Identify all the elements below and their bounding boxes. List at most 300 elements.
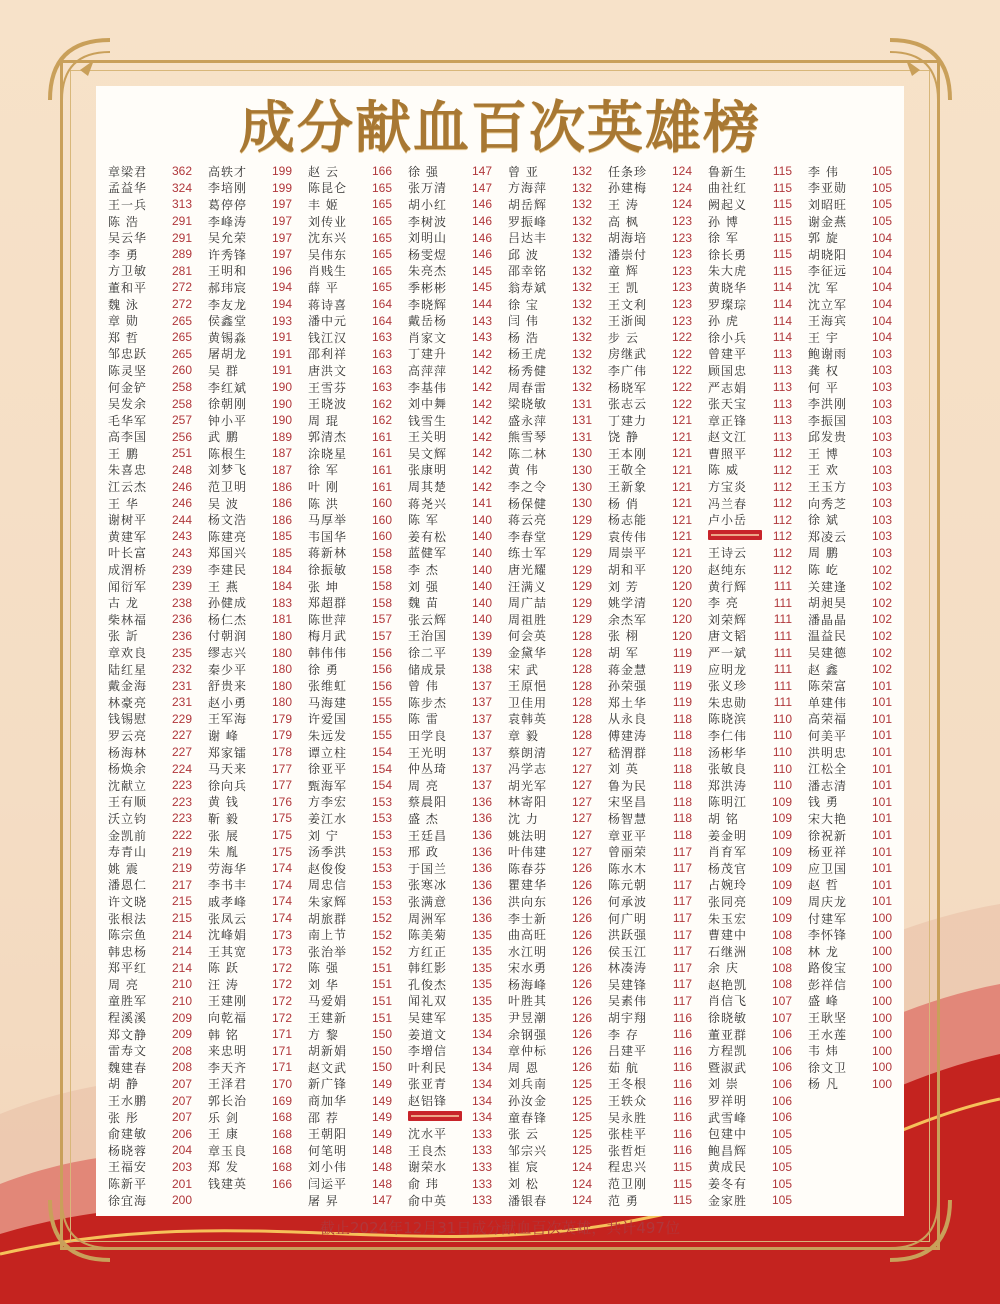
donor-row [708, 727, 798, 744]
donation-count: 132 [571, 346, 592, 361]
donation-count: 150 [371, 1060, 392, 1075]
donor-name: 蒋尧兴 [408, 496, 448, 511]
donor-row [308, 379, 398, 396]
donor-row [308, 1059, 398, 1076]
donor-name: 马海建 [308, 695, 348, 710]
donation-count: 115 [772, 197, 792, 212]
donor-name: 孙汝金 [508, 1094, 548, 1109]
donor-row [208, 1109, 298, 1126]
donor-row [508, 694, 598, 711]
donor-row [508, 843, 598, 860]
donor-row [308, 196, 398, 213]
donation-count: 168 [271, 1159, 292, 1174]
donor-row [108, 744, 198, 761]
donor-name: 方宝炎 [708, 480, 748, 495]
donor-row [308, 1092, 398, 1109]
donor-row [808, 1009, 898, 1026]
donor-row [508, 213, 598, 230]
donation-count: 132 [571, 363, 592, 378]
donation-count: 194 [271, 280, 292, 295]
donor-row [608, 893, 698, 910]
donation-count: 163 [371, 330, 392, 345]
donor-row [708, 827, 798, 844]
donor-name: 孙 博 [708, 214, 739, 229]
donor-row [108, 246, 198, 263]
donor-row [208, 429, 298, 446]
donation-count: 100 [871, 927, 892, 942]
donation-count: 158 [371, 579, 392, 594]
donor-row [108, 180, 198, 197]
donor-column [808, 163, 898, 1213]
donor-name: 李广伟 [608, 363, 648, 378]
donation-count: 132 [571, 230, 592, 245]
donation-count: 109 [771, 877, 792, 892]
donation-count: 124 [671, 164, 692, 179]
donor-row [608, 263, 698, 280]
donor-name: 卫佳用 [508, 695, 548, 710]
donor-name: 邢 政 [408, 845, 439, 860]
donor-name: 罗祥明 [708, 1094, 748, 1109]
donor-row [708, 561, 798, 578]
donation-count: 158 [371, 562, 392, 577]
donor-row [808, 495, 898, 512]
donor-name: 陈 强 [308, 961, 339, 976]
donor-row [608, 827, 698, 844]
donation-count: 214 [171, 944, 192, 959]
donation-count: 152 [371, 911, 392, 926]
donor-name: 缪志兴 [208, 646, 248, 661]
donor-row [608, 545, 698, 562]
donor-row [608, 943, 698, 960]
donor-row [808, 246, 898, 263]
donor-name: 蓝健军 [408, 546, 448, 561]
donation-count: 137 [471, 778, 492, 793]
donor-name: 周崇平 [608, 546, 648, 561]
donor-name: 郑 哲 [108, 330, 139, 345]
donation-count: 151 [371, 960, 392, 975]
donor-row [708, 362, 798, 379]
donor-name: 王 宇 [808, 330, 839, 345]
donor-name: 南上节 [308, 928, 348, 943]
donor-name: 王耿坚 [808, 1011, 848, 1026]
donor-name: 梁晓敏 [508, 397, 548, 412]
donation-count: 135 [471, 993, 492, 1008]
donor-name: 李书丰 [208, 878, 248, 893]
donor-row [508, 1175, 598, 1192]
donation-count: 113 [772, 429, 792, 444]
donor-name: 周洲军 [408, 911, 448, 926]
donation-count: 102 [871, 628, 892, 643]
donation-count: 124 [671, 197, 692, 212]
donor-row [408, 196, 498, 213]
donation-count: 127 [571, 828, 592, 843]
donor-row [708, 346, 798, 363]
donation-count: 265 [171, 346, 192, 361]
donor-name: 王浙闽 [608, 314, 648, 329]
donor-row [408, 860, 498, 877]
donor-row [108, 1042, 198, 1059]
donor-name: 周祖胜 [508, 612, 548, 627]
donor-name: 杨志能 [608, 513, 648, 528]
donor-row [808, 810, 898, 827]
donor-name: 曲社红 [708, 181, 748, 196]
donor-row [808, 478, 898, 495]
donor-name: 李友龙 [208, 297, 248, 312]
donor-row [608, 495, 698, 512]
donation-count: 128 [571, 628, 592, 643]
donation-count: 209 [171, 1010, 192, 1025]
donation-count: 145 [471, 263, 492, 278]
donor-row [808, 163, 898, 180]
donor-name: 魏 苗 [408, 596, 439, 611]
donor-name: 胡光军 [508, 778, 548, 793]
donation-count: 122 [671, 396, 692, 411]
donor-row [308, 744, 398, 761]
donor-row [508, 677, 598, 694]
donor-name: 林 龙 [808, 944, 839, 959]
donor-row [408, 246, 498, 263]
donor-name: 叶 刚 [308, 480, 339, 495]
donor-row [508, 180, 598, 197]
donor-name: 侯鑫堂 [208, 314, 248, 329]
donation-count: 122 [671, 346, 692, 361]
donor-row [708, 661, 798, 678]
donor-name: 钱江汉 [308, 330, 348, 345]
donor-name: 潘志清 [808, 778, 848, 793]
donor-name: 王原悒 [508, 679, 548, 694]
donation-count: 128 [571, 678, 592, 693]
donor-name: 熊雪琴 [508, 430, 548, 445]
donor-row [208, 312, 298, 329]
donation-count: 118 [672, 728, 692, 743]
donor-row [808, 279, 898, 296]
donor-row [608, 412, 698, 429]
donation-count: 114 [772, 313, 792, 328]
donation-count: 153 [371, 844, 392, 859]
donor-name: 赵 云 [308, 164, 339, 179]
donor-row [308, 943, 398, 960]
donation-count: 116 [672, 1027, 692, 1042]
donor-row [308, 445, 398, 462]
donation-count: 126 [571, 1060, 592, 1075]
donation-count: 117 [672, 927, 692, 942]
donation-count: 194 [271, 297, 292, 312]
donor-row [208, 926, 298, 943]
donation-count: 166 [371, 164, 392, 179]
donation-count: 108 [771, 977, 792, 992]
donor-row [608, 1125, 698, 1142]
donor-row [708, 777, 798, 794]
donor-name: 陈 雷 [408, 712, 439, 727]
donor-name: 刘明山 [408, 231, 448, 246]
donor-name: 王有顺 [108, 795, 148, 810]
donation-count: 115 [772, 214, 792, 229]
donation-count: 197 [271, 230, 292, 245]
donor-row [608, 843, 698, 860]
donation-count: 102 [871, 595, 892, 610]
donation-count: 145 [471, 280, 492, 295]
donation-count: 137 [471, 761, 492, 776]
donation-count: 121 [671, 413, 692, 428]
donor-name: 王光明 [408, 745, 448, 760]
donation-count: 129 [571, 512, 592, 527]
donation-count: 142 [471, 363, 492, 378]
donor-row [408, 976, 498, 993]
donor-name: 王海宾 [808, 314, 848, 329]
donor-name: 张哲炬 [608, 1143, 648, 1158]
donor-name: 杨焕余 [108, 762, 148, 777]
donor-row [208, 379, 298, 396]
donor-row [408, 478, 498, 495]
donor-name: 肖育军 [708, 845, 748, 860]
donor-name: 肖信飞 [708, 994, 748, 1009]
donor-row [808, 760, 898, 777]
donor-row [108, 993, 198, 1010]
donation-count: 134 [471, 1076, 492, 1091]
donation-count: 137 [471, 745, 492, 760]
donation-count: 272 [171, 280, 192, 295]
donor-row [108, 893, 198, 910]
donation-count: 161 [371, 479, 392, 494]
donation-count: 109 [771, 911, 792, 926]
donation-count: 291 [171, 214, 192, 229]
donor-row [708, 794, 798, 811]
donation-count: 123 [671, 263, 692, 278]
donation-count: 193 [271, 313, 292, 328]
donation-count: 103 [871, 545, 892, 560]
donation-count: 135 [471, 977, 492, 992]
donor-name: 李培刚 [208, 181, 248, 196]
donor-name: 王泽君 [208, 1077, 248, 1092]
donor-row [508, 1109, 598, 1126]
donor-name: 魏建春 [108, 1060, 148, 1075]
donation-count: 116 [672, 1126, 692, 1141]
donor-row [808, 1076, 898, 1093]
donor-row [308, 594, 398, 611]
donor-name: 武 鹏 [208, 430, 239, 445]
donation-count: 101 [871, 695, 892, 710]
donor-name: 闫 伟 [508, 314, 539, 329]
donor-row [308, 429, 398, 446]
donation-count: 132 [571, 247, 592, 262]
donation-count: 142 [471, 380, 492, 395]
donor-row [808, 395, 898, 412]
donation-count: 112 [772, 462, 792, 477]
donor-name: 马爱娟 [308, 994, 348, 1009]
donor-name: 戴金海 [108, 679, 148, 694]
donor-row [508, 1142, 598, 1159]
donor-name: 刘昭旺 [808, 197, 848, 212]
donor-name: 高轶才 [208, 164, 248, 179]
donor-name: 王一兵 [108, 197, 148, 212]
donor-row [208, 960, 298, 977]
donor-name: 付建军 [808, 911, 848, 926]
donor-name: 闫运平 [308, 1177, 348, 1192]
donation-count: 116 [672, 1060, 692, 1075]
donor-name: 王关明 [408, 430, 448, 445]
donation-count: 219 [171, 844, 192, 859]
donation-count: 102 [871, 562, 892, 577]
donation-count: 207 [171, 1110, 192, 1125]
donor-name: 蒋金慧 [608, 662, 648, 677]
donation-count: 100 [871, 1027, 892, 1042]
donation-count: 121 [671, 545, 692, 560]
donation-count: 236 [171, 628, 192, 643]
donation-count: 161 [371, 429, 392, 444]
donor-name: 刘 华 [308, 977, 339, 992]
donation-count: 175 [271, 811, 292, 826]
donor-row [108, 196, 198, 213]
donor-row [208, 993, 298, 1010]
donor-row [408, 561, 498, 578]
donation-count: 107 [771, 993, 792, 1008]
donor-row [608, 677, 698, 694]
donor-name: 姜金明 [708, 828, 748, 843]
donation-count: 161 [371, 446, 392, 461]
donation-count: 152 [371, 944, 392, 959]
donor-name: 朱玉宏 [708, 911, 748, 926]
donor-name: 王 燕 [208, 579, 239, 594]
donor-row [608, 611, 698, 628]
donor-row [508, 246, 598, 263]
donation-count: 175 [271, 828, 292, 843]
donor-name: 蔡晨阳 [408, 795, 448, 810]
donor-row [408, 1042, 498, 1059]
donor-name: 瞿建华 [508, 878, 548, 893]
donor-name: 沈立军 [808, 297, 848, 312]
donor-row [108, 312, 198, 329]
donation-count: 101 [871, 828, 892, 843]
donation-count: 110 [772, 761, 792, 776]
donation-count: 135 [471, 960, 492, 975]
donation-count: 113 [772, 380, 792, 395]
donor-name: 秦少平 [208, 662, 248, 677]
donor-name: 朱喜忠 [108, 463, 148, 478]
donor-row [808, 346, 898, 363]
donor-row [408, 229, 498, 246]
donor-name: 陈晓滨 [708, 712, 748, 727]
donor-name: 章亚平 [608, 828, 648, 843]
donor-name: 陈二林 [508, 446, 548, 461]
donation-count: 187 [271, 446, 292, 461]
donor-name: 戚孝峰 [208, 894, 248, 909]
donor-name: 张治举 [308, 944, 348, 959]
donor-name: 丁建升 [408, 347, 448, 362]
donor-row [208, 296, 298, 313]
donor-name: 许文晓 [108, 894, 148, 909]
donor-row [408, 644, 498, 661]
donor-row [708, 1142, 798, 1159]
donation-count: 135 [471, 927, 492, 942]
donation-count: 118 [672, 828, 692, 843]
donation-count: 125 [571, 1093, 592, 1108]
donation-count: 158 [371, 545, 392, 560]
donation-count: 142 [471, 413, 492, 428]
donation-count: 130 [571, 462, 592, 477]
donor-row [608, 661, 698, 678]
donation-count: 139 [471, 645, 492, 660]
donor-row [408, 296, 498, 313]
donor-row [608, 1109, 698, 1126]
donor-row [308, 263, 398, 280]
donation-count: 125 [571, 1076, 592, 1091]
donor-name: 孔俊杰 [408, 977, 448, 992]
donor-name: 郑凌云 [808, 529, 848, 544]
donor-row [508, 312, 598, 329]
donor-name: 王治国 [408, 629, 448, 644]
donor-row [608, 229, 698, 246]
donation-count: 111 [773, 579, 792, 594]
donor-name: 张 坤 [308, 579, 339, 594]
donor-row [108, 163, 198, 180]
donor-name: 新广锋 [308, 1077, 348, 1092]
donor-row [408, 843, 498, 860]
donor-row [608, 279, 698, 296]
donor-row [608, 1175, 698, 1192]
donor-row [508, 1125, 598, 1142]
donor-row [108, 495, 198, 512]
donor-name: 张凤云 [208, 911, 248, 926]
donation-count: 223 [171, 811, 192, 826]
donor-name: 徐二平 [408, 646, 448, 661]
donation-count: 219 [171, 861, 192, 876]
donor-row [508, 229, 598, 246]
donation-count: 113 [772, 396, 792, 411]
donor-name: 潘银春 [508, 1193, 548, 1208]
donor-name: 唐文韬 [708, 629, 748, 644]
donation-count: 100 [871, 1043, 892, 1058]
donor-name: 胡旅群 [308, 911, 348, 926]
donor-name: 金凯前 [108, 828, 148, 843]
donation-count: 153 [371, 828, 392, 843]
donor-name: 金家胜 [708, 1193, 748, 1208]
donor-row [608, 578, 698, 595]
donation-count: 238 [171, 595, 192, 610]
donor-row [808, 462, 898, 479]
donation-count: 126 [571, 977, 592, 992]
donor-name: 姚 震 [108, 861, 139, 876]
donation-count: 156 [371, 678, 392, 693]
donor-column [408, 163, 498, 1213]
donation-count: 239 [171, 562, 192, 577]
donor-row [708, 412, 798, 429]
donation-count: 173 [271, 944, 292, 959]
donor-name: 王文利 [608, 297, 648, 312]
donor-name: 陈新平 [108, 1177, 148, 1192]
donor-row [408, 462, 498, 479]
donation-count: 116 [672, 1093, 692, 1108]
donor-row [108, 1009, 198, 1026]
donation-count: 142 [471, 479, 492, 494]
donor-row [708, 993, 798, 1010]
donation-count: 128 [571, 728, 592, 743]
donor-name: 顾国忠 [708, 363, 748, 378]
donor-row [308, 346, 398, 363]
donor-name: 涂晓星 [308, 446, 348, 461]
donor-name: 王 涛 [608, 197, 639, 212]
donor-name: 谢金燕 [808, 214, 848, 229]
donor-name: 董亚群 [708, 1027, 748, 1042]
donor-row [208, 1059, 298, 1076]
donor-row [708, 1175, 798, 1192]
donor-name: 李征远 [808, 264, 848, 279]
donation-count: 236 [171, 612, 192, 627]
donation-count: 111 [773, 612, 792, 627]
donor-row [208, 1026, 298, 1043]
donor-name: 于国兰 [408, 861, 448, 876]
donor-name: 石继洲 [708, 944, 748, 959]
donor-name: 胡和平 [608, 563, 648, 578]
